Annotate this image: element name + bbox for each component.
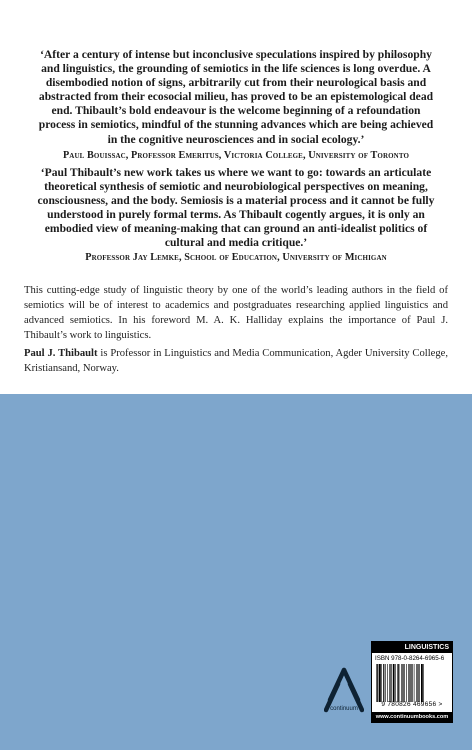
subject-label: LINGUISTICS — [372, 642, 452, 653]
book-description: This cutting-edge study of linguistic theory by one of the world’s leading authors in the field of semiotics will be of interest to academics and postgraduates researching applied linguistics and advanced semiotics. In his foreword M. A. K. Halliday explains the importance of Paul J. Thibault’s work to linguistics. — [24, 285, 448, 341]
endorsement-attribution-2: Professor Jay Lemke, School of Education, University of Michigan — [85, 252, 387, 263]
endorsement-attribution-1: Paul Bouissac, Professor Emeritus, Victoria College, University of Toronto — [62, 150, 410, 161]
author-name: Paul J. Thibault — [24, 348, 98, 359]
author-bio-text: is Professor in Linguistics and Media Communication, Agder University College, Kristiansand, Norway. — [24, 348, 449, 374]
endorsement-quote-1: ‘After a century of intense but inconclusive speculations inspired by philosophy and linguistics, the grounding of semiotics in the life sciences is long overdue. A disembodied notion of signs, arbitrarily cut from their neurological basis and abstracted from their ecosocial milieu, has proved to be an epistemological dead end. Thibault’s bold endeavour is the welcome beginning of a refoundation process in semiotics, mindful of the stunning advances which are being achieved in the cognitive neurosciences and in social ecology.’ — [38, 48, 434, 146]
isbn-number: ISBN 978-0-8264-6965-6 — [375, 655, 445, 662]
barcode-digits: 9 780826 469656 > — [381, 701, 443, 708]
barcode-icon — [375, 664, 449, 702]
isbn-barcode-block — [371, 641, 453, 723]
publisher-url: www.continuumbooks.com — [372, 712, 452, 722]
publisher-name: continuum — [330, 706, 358, 712]
author-bio — [24, 346, 448, 376]
endorsement-quote-2: ‘Paul Thibault’s new work takes us where we want to go: towards an articulate theoretical synthesis of semiotic and neurobiological perspectives on meaning, consciousness, and the body. Semiosis is a material process and it cannot be fully understood in purely formal terms. As Thibault cogently argues, it is only an embodied view of meaning-making that can ground an anti-idealist politics of cultural and media critique.’ — [37, 166, 435, 250]
